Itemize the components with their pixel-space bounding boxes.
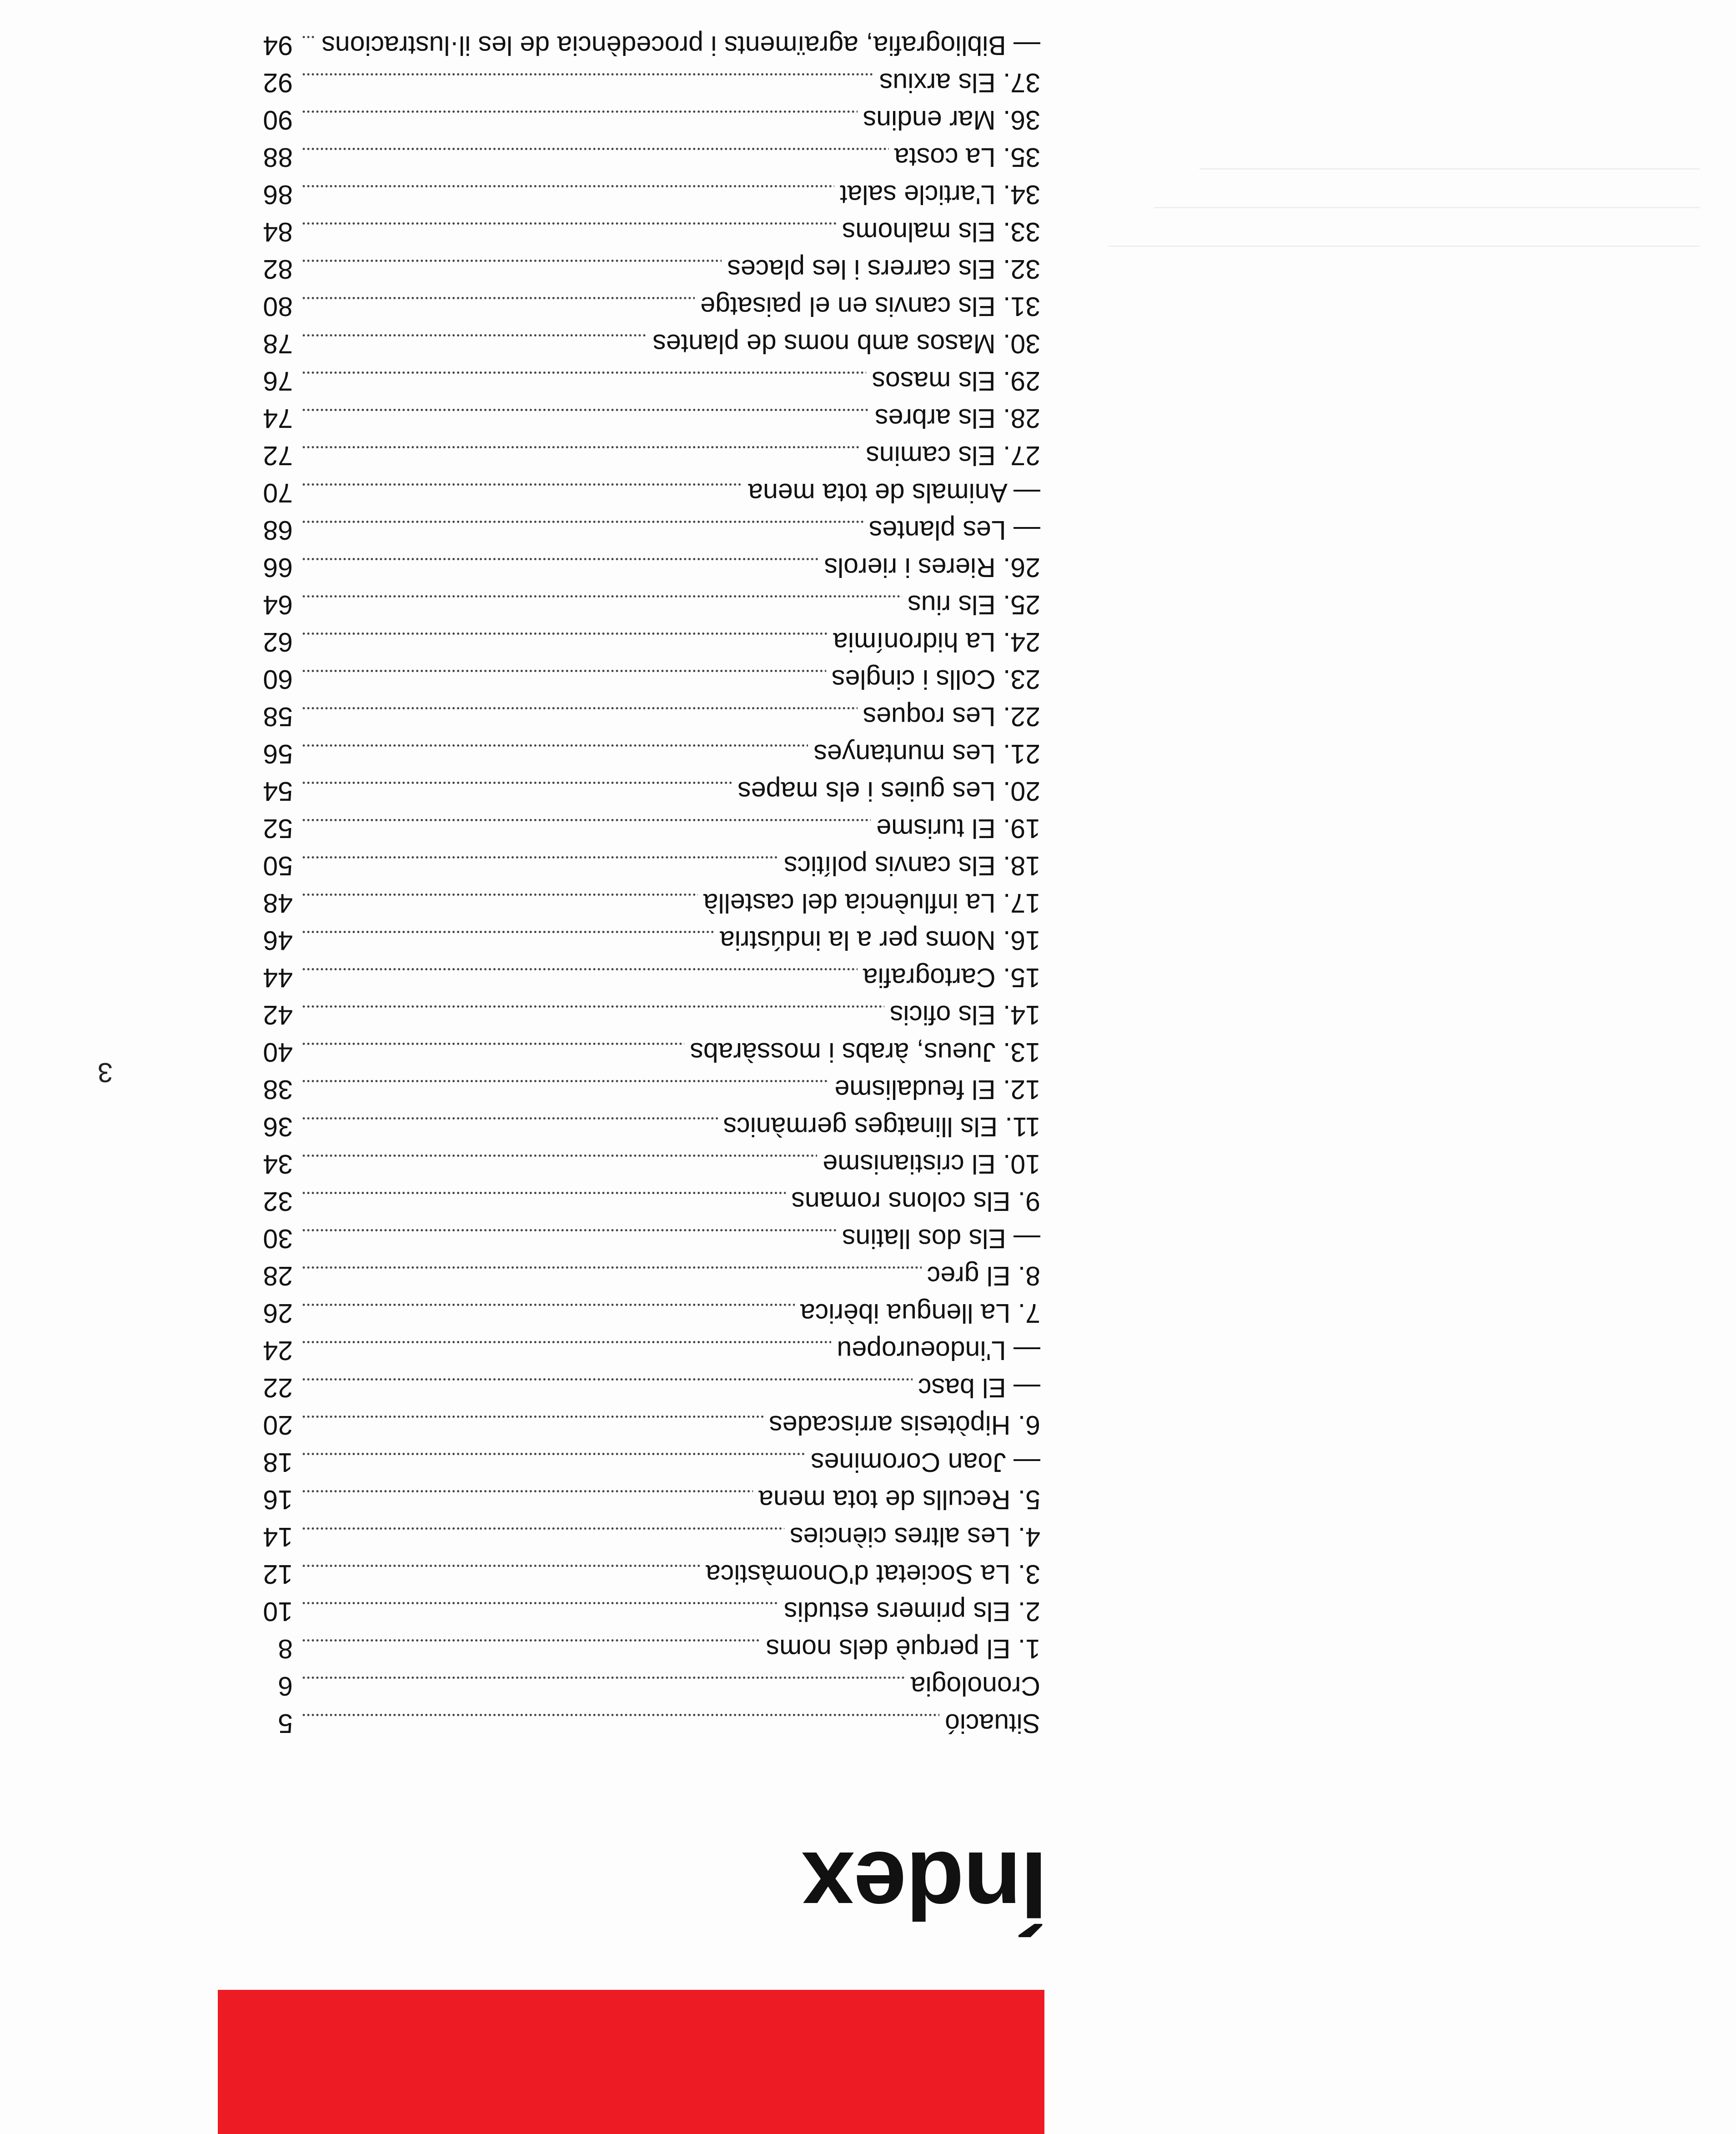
toc-entry-page: 22 <box>247 1369 293 1406</box>
toc-entry <box>247 1705 1040 1742</box>
bleed-through-line <box>1154 207 1700 208</box>
toc-entry-label: 36. Mar endins <box>858 101 1040 139</box>
toc-entry <box>247 251 1040 288</box>
toc-entry <box>247 1630 1040 1667</box>
toc-entry-page: 36 <box>247 1108 293 1145</box>
toc-entry <box>247 959 1040 996</box>
toc-entry-label: 6. Hipòtesis arriscades <box>763 1406 1040 1444</box>
toc-entry-label: 4. Les altres ciències <box>784 1518 1040 1556</box>
toc-entry-label: 27. Els camins <box>860 437 1040 474</box>
toc-entry <box>247 586 1040 623</box>
toc-entry-page: 80 <box>247 288 293 325</box>
toc-entry <box>247 288 1040 325</box>
toc-entry <box>247 1481 1040 1518</box>
toc-entry-page: 74 <box>247 400 293 437</box>
toc-entry <box>247 512 1040 549</box>
toc-entry-label: 30. Masos amb noms de plantes <box>647 325 1040 362</box>
toc-entry-page: 18 <box>247 1444 293 1481</box>
toc-entry-label: 26. Rieres i rierols <box>819 549 1040 586</box>
toc-entry-page: 50 <box>247 847 293 884</box>
toc-entry-label: 29. Els masos <box>866 362 1040 400</box>
toc-entry-page: 24 <box>247 1332 293 1369</box>
toc-entry-label: 7. La llengua ibèrica <box>795 1295 1040 1332</box>
toc-entry-page: 82 <box>247 251 293 288</box>
bleed-through-line <box>1109 246 1700 247</box>
toc-entry-label: 9. Els colons romans <box>786 1183 1040 1220</box>
toc-entry-page: 28 <box>247 1257 293 1295</box>
toc-entry-label: — El basc <box>913 1369 1040 1406</box>
toc-entry <box>247 884 1040 922</box>
toc-entry-page: 38 <box>247 1071 293 1108</box>
toc-entry <box>247 176 1040 213</box>
red-accent-bar <box>218 1990 1044 2134</box>
toc-entry-label: — Animals de tota mena <box>743 474 1040 512</box>
toc-entry <box>247 1183 1040 1220</box>
toc-entry-label: 28. Els arbres <box>869 400 1040 437</box>
toc-entry <box>247 1108 1040 1145</box>
toc-entry-page: 30 <box>247 1220 293 1257</box>
toc-entry-page: 58 <box>247 698 293 735</box>
toc-entry-page: 72 <box>247 437 293 474</box>
toc-entry <box>247 325 1040 362</box>
toc-entry-label: 20. Les guies i els mapes <box>732 773 1040 810</box>
toc-entry-label: Cronologia <box>905 1667 1040 1705</box>
toc-entry-label: 24. La hidronímia <box>828 623 1040 661</box>
toc-entry-label: 2. Els primers estudis <box>778 1593 1040 1630</box>
toc-entry-page: 68 <box>247 512 293 549</box>
toc-entry-label: 31. Els canvis en el paisatge <box>695 288 1040 325</box>
toc-entry <box>247 1034 1040 1071</box>
toc-entry <box>247 922 1040 959</box>
toc-entry-label: 14. Els oficis <box>884 996 1040 1034</box>
toc-entry-page: 92 <box>247 64 293 101</box>
toc-entry-label: 32. Els carrers i les places <box>722 251 1040 288</box>
toc-entry <box>247 549 1040 586</box>
toc-entry <box>247 101 1040 139</box>
toc-entry <box>247 810 1040 847</box>
toc-entry-label: Situació <box>939 1705 1040 1742</box>
table-of-contents <box>247 27 1040 1742</box>
toc-entry-page: 16 <box>247 1481 293 1518</box>
toc-entry-page: 56 <box>247 735 293 773</box>
toc-entry-label: 25. Els rius <box>902 586 1040 623</box>
toc-entry <box>247 1518 1040 1556</box>
toc-entry <box>247 1071 1040 1108</box>
page-title: Índex <box>802 1832 1047 1939</box>
toc-entry-page: 88 <box>247 139 293 176</box>
toc-entry-label: 23. Colls i cingles <box>826 661 1040 698</box>
toc-entry-page: 26 <box>247 1295 293 1332</box>
toc-entry-page: 44 <box>247 959 293 996</box>
toc-entry-label: 17. La influència del castellà <box>698 884 1040 922</box>
toc-entry <box>247 1257 1040 1295</box>
toc-entry <box>247 773 1040 810</box>
toc-entry-label: 12. El feudalisme <box>829 1071 1040 1108</box>
toc-entry <box>247 1295 1040 1332</box>
toc-entry-label: 21. Les muntanyes <box>808 735 1040 773</box>
toc-entry-page: 20 <box>247 1406 293 1444</box>
toc-entry-page: 14 <box>247 1518 293 1556</box>
toc-entry-page: 48 <box>247 884 293 922</box>
toc-entry <box>247 1406 1040 1444</box>
toc-entry-page: 40 <box>247 1034 293 1071</box>
toc-entry-label: 8. El grec <box>922 1257 1040 1295</box>
toc-entry <box>247 623 1040 661</box>
toc-entry-label: 10. El cristianisme <box>817 1145 1040 1183</box>
toc-entry-label: 11. Els llinatges germànics <box>718 1108 1040 1145</box>
toc-entry-label: 35. La costa <box>889 139 1040 176</box>
toc-entry-label: 33. Els malnoms <box>837 213 1040 251</box>
toc-entry-page: 5 <box>247 1705 293 1742</box>
toc-entry <box>247 437 1040 474</box>
toc-entry <box>247 847 1040 884</box>
toc-entry-page: 94 <box>247 27 293 64</box>
toc-entry-page: 12 <box>247 1556 293 1593</box>
toc-entry <box>247 661 1040 698</box>
toc-entry-label: 15. Cartografia <box>858 959 1040 996</box>
toc-entry <box>247 1667 1040 1705</box>
toc-entry <box>247 1593 1040 1630</box>
toc-entry-page: 34 <box>247 1145 293 1183</box>
toc-entry-label: 3. La Societat d'Onomàstica <box>700 1556 1040 1593</box>
toc-entry-label: 37. Els arxius <box>874 64 1040 101</box>
toc-entry-page: 70 <box>247 474 293 512</box>
toc-entry-page: 78 <box>247 325 293 362</box>
bleed-through-line <box>1199 168 1700 170</box>
toc-entry-page: 54 <box>247 773 293 810</box>
toc-entry <box>247 1369 1040 1406</box>
toc-entry-page: 60 <box>247 661 293 698</box>
toc-entry <box>247 1444 1040 1481</box>
toc-entry-label: 16. Noms per a la indústria <box>714 922 1040 959</box>
toc-entry-page: 52 <box>247 810 293 847</box>
toc-entry <box>247 474 1040 512</box>
toc-entry-label: — L'indoeuropeu <box>831 1332 1040 1369</box>
toc-entry <box>247 362 1040 400</box>
toc-entry <box>247 1556 1040 1593</box>
toc-entry-label: 22. Les roques <box>858 698 1040 735</box>
toc-entry-label: 34. L'article salat <box>834 176 1040 213</box>
toc-entry-page: 90 <box>247 101 293 139</box>
toc-entry-page: 32 <box>247 1183 293 1220</box>
toc-entry-label: 5. Reculls de tota mena <box>753 1481 1040 1518</box>
toc-entry <box>247 698 1040 735</box>
toc-entry <box>247 996 1040 1034</box>
toc-entry <box>247 1145 1040 1183</box>
toc-entry-page: 10 <box>247 1593 293 1630</box>
toc-entry <box>247 1332 1040 1369</box>
toc-entry-label: 18. Els canvis polítics <box>778 847 1040 884</box>
toc-entry <box>247 1220 1040 1257</box>
toc-entry-page: 46 <box>247 922 293 959</box>
toc-entry-page: 42 <box>247 996 293 1034</box>
page-number: 3 <box>97 1057 113 1088</box>
toc-entry-page: 6 <box>247 1667 293 1705</box>
toc-entry <box>247 213 1040 251</box>
toc-entry <box>247 400 1040 437</box>
dot-leader <box>302 1714 1040 1716</box>
toc-entry-label: — Joan Coromines <box>805 1444 1040 1481</box>
toc-entry-page: 76 <box>247 362 293 400</box>
toc-entry-page: 64 <box>247 586 293 623</box>
toc-entry-label: 1. El perquè dels noms <box>761 1630 1040 1667</box>
toc-entry-label: 13. Jueus, àrabs i mossàrabs <box>684 1034 1040 1071</box>
toc-entry-page: 62 <box>247 623 293 661</box>
toc-entry-label: 19. El turisme <box>871 810 1040 847</box>
toc-entry-label: — Bibliografia, agraïments i procedència de les il·lustracions <box>316 27 1040 64</box>
toc-entry-page: 86 <box>247 176 293 213</box>
toc-entry <box>247 27 1040 64</box>
toc-entry-page: 84 <box>247 213 293 251</box>
toc-entry <box>247 139 1040 176</box>
toc-entry <box>247 735 1040 773</box>
toc-entry-label: — Les plantes <box>863 512 1040 549</box>
toc-entry-label: — Els dos llatins <box>837 1220 1040 1257</box>
toc-entry <box>247 64 1040 101</box>
toc-entry-page: 66 <box>247 549 293 586</box>
toc-entry-page: 8 <box>247 1630 293 1667</box>
